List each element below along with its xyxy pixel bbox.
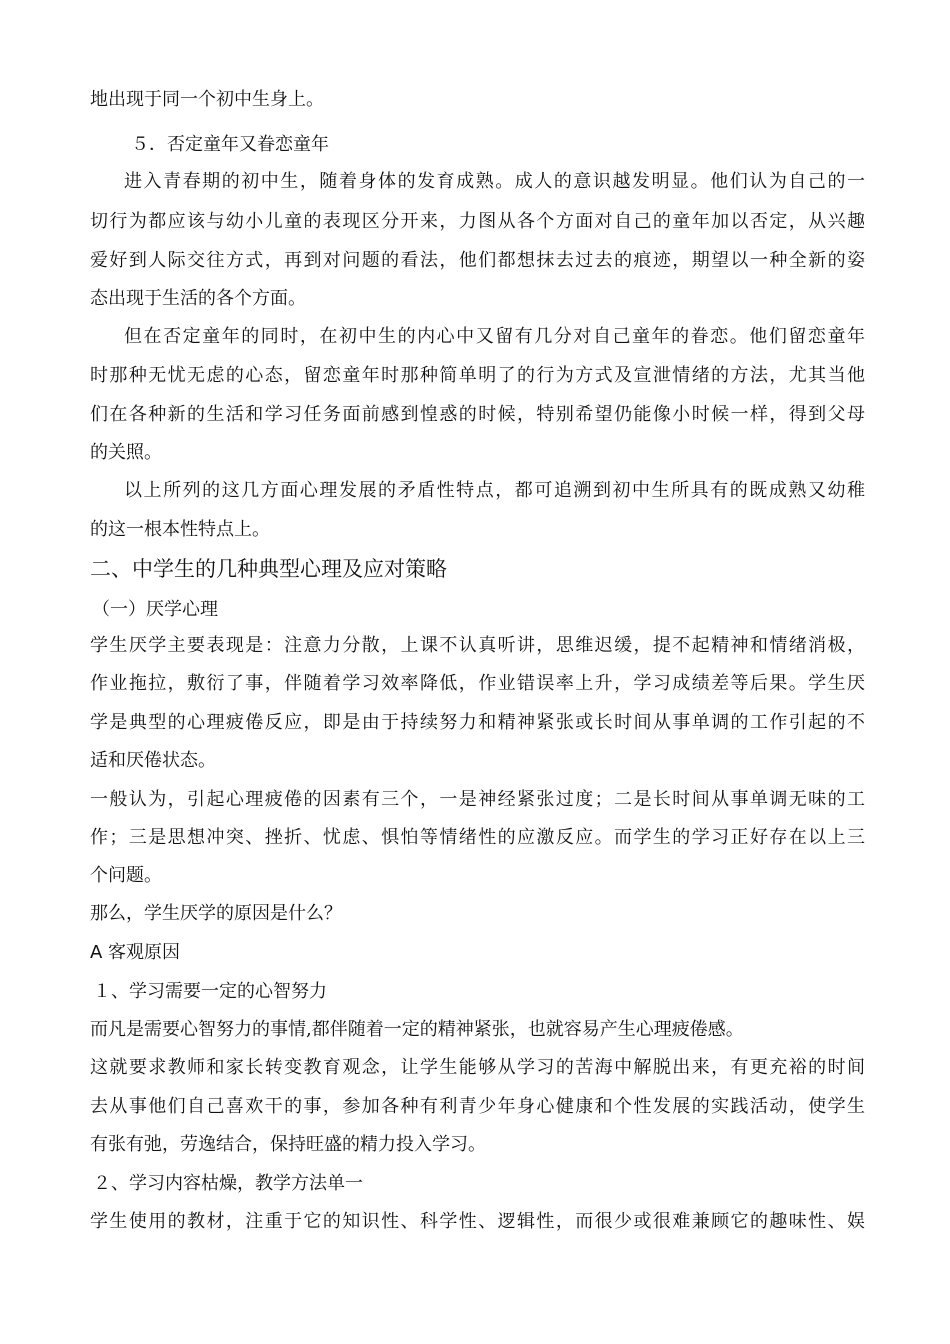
- paragraph-line: 适和厌倦状态。: [90, 750, 216, 771]
- paragraph-line: 态出现于生活的各个方面。: [90, 288, 306, 309]
- paragraph-line: 有张有弛，劳逸结合，保持旺盛的精力投入学习。: [90, 1134, 486, 1155]
- chapter-heading: 二、中学生的几种典型心理及应对策略: [90, 557, 447, 581]
- paragraph-line: 作业拖拉，敷衍了事，伴随着学习效率降低，作业错误率上升，学习成绩差等后果。学生厌: [90, 673, 865, 694]
- paragraph-line: 们在各种新的生活和学习任务面前感到惶惑的时候，特别希望仍能像小时候一样，得到父母: [90, 404, 865, 425]
- numbered-heading: １、学习需要一定的心智努力: [93, 981, 327, 1002]
- paragraph-line: 而凡是需要心智努力的事情,都伴随着一定的精神紧张，也就容易产生心理疲倦感。: [90, 1019, 744, 1040]
- paragraph-line: 学生厌学主要表现是：注意力分散，上课不认真听讲，思维迟缓，提不起精神和情绪消极，: [90, 635, 865, 656]
- paragraph-line: 爱好到人际交往方式，再到对问题的看法，他们都想抹去过去的痕迹，期望以一种全新的姿: [90, 250, 865, 271]
- paragraph-line: 这就要求教师和家长转变教育观念，让学生能够从学习的苦海中解脱出来，有更充裕的时间: [90, 1057, 865, 1078]
- text-line: 地出现于同一个初中生身上。: [90, 89, 324, 110]
- section-heading: ５．否定童年又眷恋童年: [131, 134, 329, 155]
- paragraph-line: 的关照。: [90, 442, 162, 463]
- paragraph-line: 学是典型的心理疲倦反应，即是由于持续努力和精神紧张或长时间从事单调的工作引起的不: [90, 712, 865, 733]
- paragraph-line: 去从事他们自己喜欢干的事，参加各种有利青少年身心健康和个性发展的实践活动，使学生: [90, 1096, 865, 1117]
- paragraph-line: 作；三是思想冲突、挫折、忧虑、惧怕等情绪性的应激反应。而学生的学习正好存在以上三: [90, 827, 865, 848]
- paragraph-line: 个问题。: [90, 865, 162, 886]
- subsection-heading: （一）厌学心理: [92, 599, 218, 620]
- paragraph-line: 一般认为，引起心理疲倦的因素有三个，一是神经紧张过度；二是长时间从事单调无味的工: [90, 789, 865, 810]
- paragraph-line: 切行为都应该与幼小儿童的表现区分开来，力图从各个方面对自己的童年加以否定，从兴趣: [90, 211, 865, 232]
- paragraph-line: 学生使用的教材，注重于它的知识性、科学性、逻辑性，而很少或很难兼顾它的趣味性、娱: [90, 1211, 865, 1232]
- paragraph-line: 进入青春期的初中生，随着身体的发育成熟。成人的意识越发明显。他们认为自己的一: [124, 171, 865, 192]
- paragraph-line: 那么，学生厌学的原因是什么？: [90, 903, 342, 924]
- paragraph-line: 以上所列的这几方面心理发展的矛盾性特点，都可追溯到初中生所具有的既成熟又幼稚: [124, 480, 865, 501]
- numbered-heading: ２、学习内容枯燥，教学方法单一: [93, 1173, 363, 1194]
- paragraph-line: 时那种无忧无虑的心态，留恋童年时那种简单明了的行为方式及宣泄情绪的方法，尤其当他: [90, 365, 865, 386]
- paragraph-line: 的这一根本性特点上。: [90, 519, 270, 540]
- subsection-heading: A 客观原因: [90, 942, 181, 963]
- paragraph-line: 但在否定童年的同时，在初中生的内心中又留有几分对自己童年的眷恋。他们留恋童年: [124, 326, 865, 347]
